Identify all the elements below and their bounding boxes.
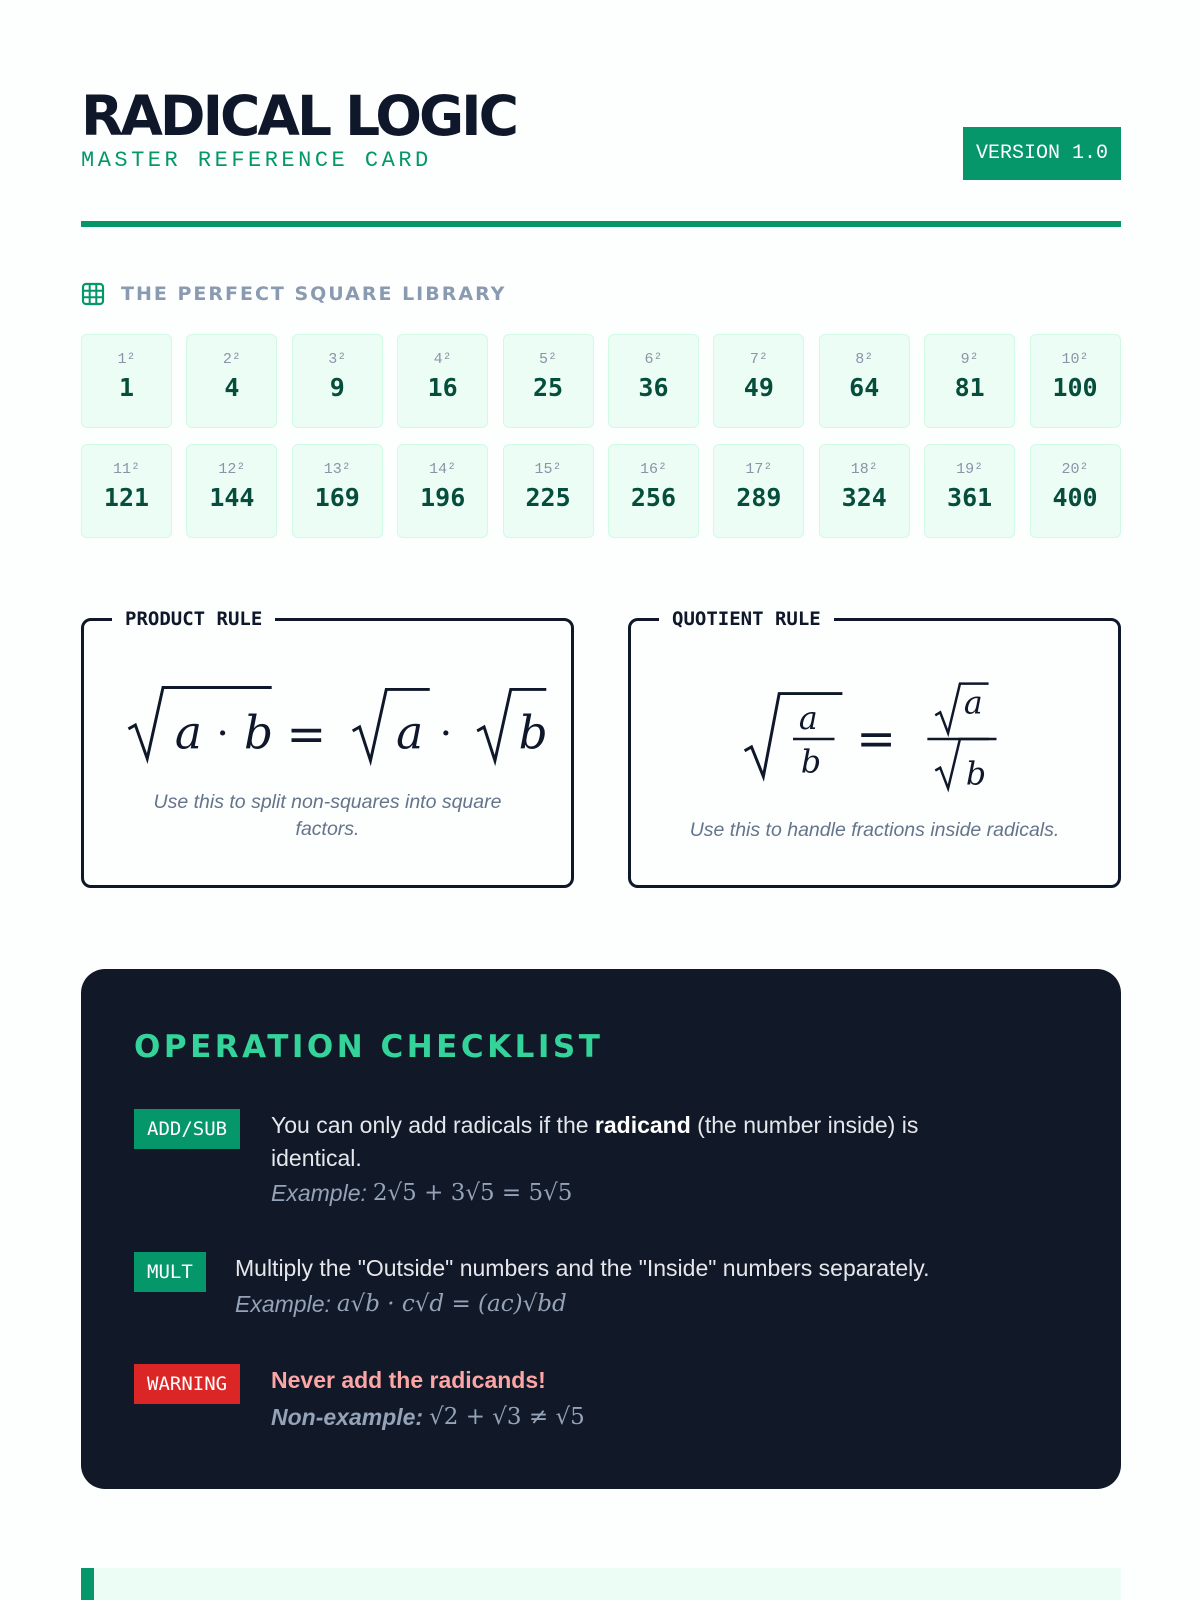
svg-text:a: a — [174, 706, 202, 760]
square-value: 4 — [224, 373, 240, 402]
add-sub-text-end: (the number inside) is identical. — [271, 1112, 919, 1171]
add-sub-text-start: You can only add radicals if the — [271, 1112, 595, 1138]
square-tile — [397, 334, 488, 428]
svg-text:b: b — [800, 744, 822, 781]
warning-example-label: Non-example: — [271, 1404, 424, 1430]
square-value: 256 — [630, 483, 677, 512]
square-tile — [81, 444, 172, 538]
grid-icon — [81, 282, 105, 306]
mult-example-formula: a√b · c√d = (ac)√bd — [336, 1291, 567, 1317]
square-tile — [81, 334, 172, 428]
square-base: 19² — [956, 461, 984, 478]
quotient-rule-note: Use this to handle fractions inside radicals. — [689, 819, 1060, 841]
square-tile — [608, 444, 699, 538]
square-value: 100 — [1052, 373, 1098, 402]
operation-checklist-panel — [81, 969, 1121, 1489]
mult-example — [235, 1288, 567, 1321]
square-value: 225 — [525, 483, 571, 512]
square-base: 9² — [960, 351, 979, 368]
square-value: 400 — [1052, 483, 1098, 512]
square-base: 1² — [117, 351, 136, 368]
square-value: 81 — [954, 373, 985, 402]
mult-example-label: Example: — [235, 1291, 331, 1317]
add-sub-text-bold: radicand — [594, 1112, 691, 1138]
page-subtitle: MASTER REFERENCE CARD — [81, 148, 432, 173]
square-value: 144 — [209, 483, 255, 512]
svg-text:·: · — [216, 710, 229, 757]
square-value: 324 — [841, 483, 887, 512]
warning-example-formula: √2 + √3 ≠ √5 — [429, 1404, 585, 1430]
square-value: 49 — [743, 373, 774, 402]
svg-text:b: b — [244, 706, 274, 760]
checklist-title: OPERATION CHECKLIST — [134, 1029, 604, 1065]
svg-text:b: b — [965, 756, 987, 793]
square-tile — [292, 444, 383, 538]
square-value: 196 — [420, 483, 466, 512]
square-base: 10² — [1061, 351, 1089, 368]
mult-badge: MULT — [134, 1252, 206, 1292]
svg-text:a: a — [396, 706, 424, 760]
square-base: 3² — [328, 351, 347, 368]
square-value: 289 — [736, 483, 782, 512]
svg-text:=: = — [856, 711, 896, 767]
square-tile — [503, 334, 594, 428]
square-tile — [186, 444, 277, 538]
library-title: THE PERFECT SQUARE LIBRARY — [121, 283, 507, 305]
square-base: 5² — [539, 351, 558, 368]
square-base: 11² — [112, 461, 140, 478]
quotient-rule-formula — [631, 673, 1118, 803]
square-tile — [924, 444, 1015, 538]
header-divider — [81, 221, 1121, 227]
square-tile — [1030, 444, 1121, 538]
square-value: 121 — [103, 483, 150, 512]
square-value: 1 — [118, 373, 135, 402]
square-value: 361 — [947, 483, 993, 512]
square-tile — [924, 334, 1015, 428]
square-base: 2² — [222, 351, 241, 368]
square-base: 8² — [855, 351, 874, 368]
product-rule-card — [81, 608, 574, 888]
square-base: 6² — [644, 351, 663, 368]
add-sub-example — [271, 1177, 572, 1210]
square-value: 36 — [638, 373, 669, 402]
square-value: 16 — [427, 373, 458, 402]
svg-text:·: · — [439, 710, 453, 757]
square-tile — [713, 444, 804, 538]
square-value: 169 — [314, 483, 360, 512]
square-base: 13² — [323, 461, 351, 478]
square-base: 4² — [433, 351, 452, 368]
svg-text:a: a — [798, 701, 818, 738]
svg-text:=: = — [286, 707, 327, 763]
perfect-square-grid — [81, 334, 1121, 538]
library-heading — [81, 281, 506, 307]
product-rule-formula — [84, 681, 571, 771]
square-tile — [819, 444, 910, 538]
svg-text:a: a — [963, 685, 983, 722]
square-tile — [503, 444, 594, 538]
square-tile — [608, 334, 699, 428]
add-sub-text — [271, 1109, 991, 1175]
page-header — [81, 86, 1121, 186]
warning-badge: WARNING — [134, 1364, 240, 1404]
square-tile — [1030, 334, 1121, 428]
square-base: 16² — [639, 461, 667, 478]
square-value: 64 — [849, 373, 880, 402]
warning-text: Never add the radicands! — [271, 1367, 546, 1393]
add-sub-example-formula: 2√5 + 3√5 = 5√5 — [372, 1180, 573, 1206]
square-tile — [292, 334, 383, 428]
square-base: 7² — [749, 351, 768, 368]
square-base: 12² — [218, 461, 246, 478]
svg-text:b: b — [518, 706, 548, 760]
square-base: 15² — [534, 461, 562, 478]
product-rule-note: Use this to split non-squares into square factors. — [153, 791, 502, 840]
version-badge: VERSION 1.0 — [963, 127, 1121, 180]
square-base: 14² — [429, 461, 457, 478]
square-tile — [819, 334, 910, 428]
square-tile — [186, 334, 277, 428]
add-sub-badge: ADD/SUB — [134, 1109, 240, 1149]
add-sub-example-label: Example: — [271, 1180, 367, 1206]
square-tile — [397, 444, 488, 538]
quotient-rule-card — [628, 608, 1121, 888]
square-base: 20² — [1061, 461, 1089, 478]
square-tile — [713, 334, 804, 428]
bottom-callout — [81, 1568, 1121, 1600]
product-rule-label: PRODUCT RULE — [112, 607, 275, 631]
square-base: 17² — [745, 461, 773, 478]
warning-example — [271, 1401, 585, 1434]
square-value: 9 — [329, 373, 345, 402]
square-value: 25 — [533, 373, 564, 402]
square-base: 18² — [850, 461, 878, 478]
mult-text: Multiply the "Outside" numbers and the "Inside" numbers separately. — [235, 1255, 930, 1281]
quotient-rule-label: QUOTIENT RULE — [659, 607, 834, 631]
page-title: RADICAL LOGIC — [81, 84, 516, 148]
